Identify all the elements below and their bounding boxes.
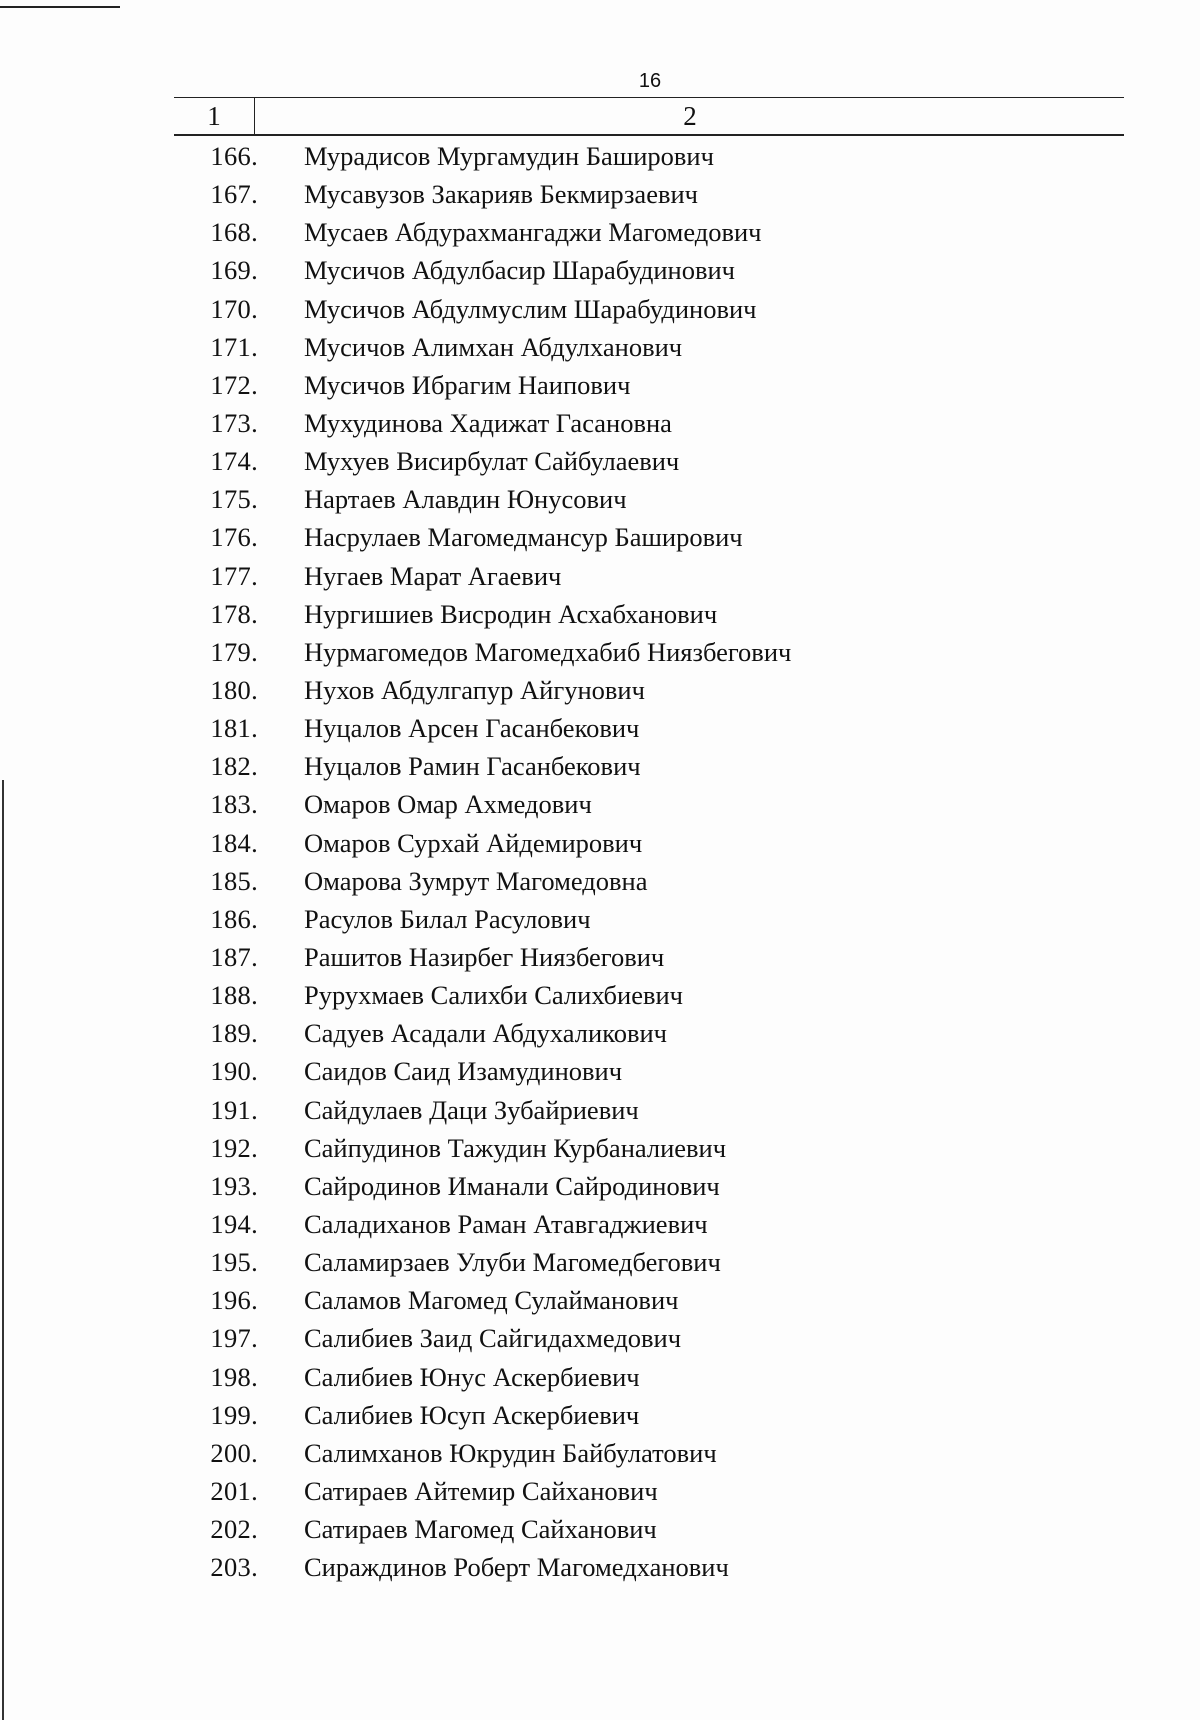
person-name: Нурмагомедов Магомедхабиб Ниязбегович xyxy=(304,636,792,667)
row-number: 194. xyxy=(210,1208,258,1239)
table-row xyxy=(0,1358,1200,1396)
row-number: 167. xyxy=(210,179,258,210)
person-name: Омарова Зумрут Магомедовна xyxy=(304,865,648,896)
person-name: Салимханов Юкрудин Байбулатович xyxy=(304,1437,717,1468)
table-row xyxy=(0,557,1200,595)
person-name: Насрулаев Магомедмансур Баширович xyxy=(304,522,743,553)
table-row xyxy=(0,747,1200,785)
table-row xyxy=(0,1243,1200,1281)
table-row xyxy=(0,785,1200,823)
person-name: Садуев Асадали Абдухаликович xyxy=(304,1018,668,1049)
table-row xyxy=(0,328,1200,366)
table-row xyxy=(0,175,1200,213)
row-number: 176. xyxy=(210,522,258,553)
row-number: 166. xyxy=(210,141,258,171)
table-row xyxy=(0,518,1200,556)
row-number: 189. xyxy=(210,1018,258,1049)
row-number: 180. xyxy=(210,674,258,705)
table-header xyxy=(174,97,1124,136)
person-name: Нуцалов Рамин Гасанбекович xyxy=(304,751,641,782)
table-row xyxy=(0,1396,1200,1434)
row-number: 198. xyxy=(210,1361,258,1392)
row-number: 192. xyxy=(210,1132,258,1163)
person-name: Сайдулаев Даци Зубайриевич xyxy=(304,1094,639,1125)
person-name: Саладиханов Раман Атавгаджиевич xyxy=(304,1208,708,1239)
table-row xyxy=(0,1319,1200,1357)
person-name: Сатираев Магомед Сайханович xyxy=(304,1514,657,1545)
table-row xyxy=(0,1434,1200,1472)
person-name: Мухуев Висирбулат Сайбулаевич xyxy=(304,446,680,477)
row-number: 179. xyxy=(210,636,258,667)
row-number: 169. xyxy=(210,255,258,286)
person-name: Омаров Сурхай Айдемирович xyxy=(304,827,643,858)
person-name: Мусаев Абдурахмангаджи Магомедович xyxy=(304,217,762,248)
person-name: Омаров Омар Ахмедович xyxy=(304,789,592,820)
row-number: 199. xyxy=(210,1399,258,1430)
table-row xyxy=(0,290,1200,328)
row-number: 197. xyxy=(210,1323,258,1354)
person-name: Саидов Саид Изамудинович xyxy=(304,1056,623,1087)
person-name: Нуцалов Арсен Гасанбекович xyxy=(304,713,640,744)
row-number: 170. xyxy=(210,293,258,324)
person-name: Мусичов Алимхан Абдулханович xyxy=(304,331,683,362)
table-row xyxy=(0,671,1200,709)
person-name: Сайродинов Иманали Сайродинович xyxy=(304,1170,720,1201)
person-name: Рурухмаев Салихби Салихбиевич xyxy=(304,980,684,1011)
table-row xyxy=(0,862,1200,900)
person-name: Нухов Абдулгапур Айгунович xyxy=(304,674,645,705)
table-row xyxy=(0,404,1200,442)
row-number: 196. xyxy=(210,1285,258,1316)
row-number: 172. xyxy=(210,369,258,400)
column-header-number: 1 xyxy=(207,101,221,131)
row-number: 184. xyxy=(210,827,258,858)
table-row xyxy=(0,976,1200,1014)
row-number: 174. xyxy=(210,446,258,477)
row-number: 193. xyxy=(210,1170,258,1201)
person-name: Рашитов Назирбег Ниязбегович xyxy=(304,941,665,972)
person-name: Салибиев Юсуп Аскербиевич xyxy=(304,1399,640,1430)
table-row xyxy=(0,1129,1200,1167)
table-row xyxy=(0,1281,1200,1319)
person-name: Нугаев Марат Агаевич xyxy=(304,560,562,591)
column-header-name: 2 xyxy=(254,98,1125,134)
person-name: Мухудинова Хадижат Гасановна xyxy=(304,407,672,438)
row-number: 177. xyxy=(210,560,258,591)
row-number: 203. xyxy=(210,1552,258,1583)
person-name: Саламирзаев Улуби Магомедбегович xyxy=(304,1247,721,1278)
person-name: Мусичов Абдулмуслим Шарабудинович xyxy=(304,293,757,324)
row-number: 182. xyxy=(210,751,258,782)
table-row xyxy=(0,595,1200,633)
row-number: 168. xyxy=(210,217,258,248)
page-number: 16 xyxy=(638,70,662,92)
person-name: Саламов Магомед Сулайманович xyxy=(304,1285,679,1316)
table-row xyxy=(0,137,1200,175)
table-row xyxy=(0,213,1200,251)
person-name: Сираждинов Роберт Магомедханович xyxy=(304,1552,729,1583)
row-number: 201. xyxy=(210,1475,258,1506)
person-name: Мурадисов Мургамудин Баширович xyxy=(304,141,714,171)
table-row xyxy=(0,251,1200,289)
row-number: 171. xyxy=(210,331,258,362)
person-name: Мусичов Ибрагим Наипович xyxy=(304,369,631,400)
person-name: Нургишиев Висродин Асхабханович xyxy=(304,598,718,629)
person-name: Расулов Билал Расулович xyxy=(304,903,591,934)
table-row xyxy=(0,1510,1200,1548)
table-row xyxy=(0,824,1200,862)
row-number: 202. xyxy=(210,1514,258,1545)
row-number: 195. xyxy=(210,1247,258,1278)
row-number: 186. xyxy=(210,903,258,934)
table-row xyxy=(0,633,1200,671)
table-row xyxy=(0,900,1200,938)
row-number: 191. xyxy=(210,1094,258,1125)
table-row xyxy=(0,1014,1200,1052)
row-number: 200. xyxy=(210,1437,258,1468)
person-name: Сайпудинов Тажудин Курбаналиевич xyxy=(304,1132,727,1163)
table-row xyxy=(0,709,1200,747)
row-number: 183. xyxy=(210,789,258,820)
table-row xyxy=(0,442,1200,480)
table-body xyxy=(0,137,1200,1586)
table-row xyxy=(0,1548,1200,1586)
row-number: 187. xyxy=(210,941,258,972)
table-row xyxy=(0,1052,1200,1090)
table-row xyxy=(0,938,1200,976)
table-row xyxy=(0,1205,1200,1243)
row-number: 173. xyxy=(210,407,258,438)
person-name: Салибиев Заид Сайгидахмедович xyxy=(304,1323,682,1354)
row-number: 185. xyxy=(210,865,258,896)
row-number: 175. xyxy=(210,484,258,515)
person-name: Сатираев Айтемир Сайханович xyxy=(304,1475,658,1506)
person-name: Салибиев Юнус Аскербиевич xyxy=(304,1361,640,1392)
row-number: 188. xyxy=(210,980,258,1011)
table-row xyxy=(0,366,1200,404)
table-row xyxy=(0,1091,1200,1129)
person-name: Нартаев Алавдин Юнусович xyxy=(304,484,627,515)
scan-edge-line-top xyxy=(0,6,120,8)
table-row xyxy=(0,480,1200,518)
row-number: 181. xyxy=(210,713,258,744)
person-name: Мусичов Абдулбасир Шарабудинович xyxy=(304,255,735,286)
person-name: Мусавузов Закарияв Бекмирзаевич xyxy=(304,179,698,210)
row-number: 178. xyxy=(210,598,258,629)
table-row xyxy=(0,1167,1200,1205)
row-number: 190. xyxy=(210,1056,258,1087)
table-row xyxy=(0,1472,1200,1510)
